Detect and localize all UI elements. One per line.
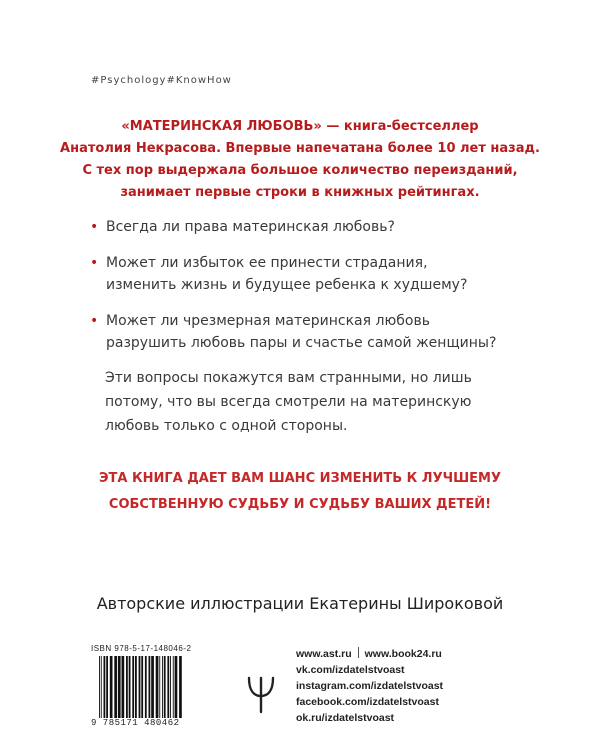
barcode-block (91, 644, 221, 734)
barcode-bar (170, 656, 171, 718)
barcode-bar (99, 656, 100, 718)
cta-line: ЭТА КНИГА ДАЕТ ВАМ ШАНС ИЗМЕНИТЬ К ЛУЧШЕМУ (98, 471, 502, 486)
question-line: Может ли избыток ее принести страдания, (106, 255, 428, 271)
hashtags: #Psychology#KnowHow (91, 75, 232, 86)
question-line: изменить жизнь и будущее ребенка к худшему? (106, 277, 468, 293)
paragraph-line: любовь только с одной стороны. (105, 418, 348, 434)
barcode-bar (156, 656, 159, 718)
site-link-ast[interactable]: www.ast.ru (296, 648, 352, 660)
vk-link[interactable]: vk.com/izdatelstvoast (296, 664, 405, 676)
barcode-bar (175, 656, 178, 718)
intro-line: занимает первые строки в книжных рейтингах. (120, 185, 480, 200)
divider (358, 647, 359, 658)
barcode-bar (118, 656, 121, 718)
instagram-link[interactable]: instagram.com/izdatelstvoast (296, 680, 444, 692)
barcode-bar (159, 656, 160, 718)
barcode-bar (129, 656, 131, 718)
barcode-bar (139, 656, 141, 718)
isbn-text: ISBN 978-5-17-148046-2 (91, 644, 192, 653)
question-item (90, 216, 530, 238)
psi-logo-icon (246, 674, 276, 714)
barcode-bar (141, 656, 143, 718)
paragraph-line: Эти вопросы покажутся вам странными, но лишь (105, 370, 472, 386)
barcode-bar (135, 656, 137, 718)
barcode-bar (162, 656, 163, 718)
barcode-bar (132, 656, 134, 718)
barcode-bar (101, 656, 102, 718)
intro-line: Анатолия Некрасова. Впервые напечатана более 10 лет назад. (60, 141, 540, 156)
illustrations-credit: Авторские иллюстрации Екатерины Широковой (96, 594, 504, 613)
call-to-action (50, 466, 550, 518)
barcode-bar (164, 656, 166, 718)
barcode-bar (126, 656, 128, 718)
barcode-number: 9 785171 480462 (91, 718, 180, 728)
cta-line: СОБСТВЕННУЮ СУДЬБУ И СУДЬБУ ВАШИХ ДЕТЕЙ! (108, 497, 492, 512)
bullet-icon: • (90, 219, 99, 235)
barcode-bar (145, 656, 147, 718)
bullet-icon: • (90, 255, 99, 271)
barcode-bar (104, 656, 106, 718)
barcode-bar (122, 656, 125, 718)
barcode-bar (167, 656, 169, 718)
barcode-bar (173, 656, 174, 718)
bullet-icon: • (90, 313, 99, 329)
barcode-bar (110, 656, 113, 718)
barcode-bar (149, 656, 151, 718)
question-item (90, 252, 530, 296)
website-row (296, 646, 443, 662)
question-line: Всегда ли права материнская любовь? (106, 219, 395, 235)
intro-line: С тех пор выдержала большое количество переизданий, (82, 163, 518, 178)
intro-blurb (60, 116, 540, 204)
paragraph-line: потому, что вы всегда смотрели на материнскую (105, 394, 472, 410)
barcode-icon (97, 656, 215, 720)
facebook-link[interactable]: facebook.com/izdatelstvoast (296, 696, 439, 708)
question-list (90, 216, 530, 368)
barcode-bar (151, 656, 154, 718)
question-item (90, 310, 530, 354)
publisher-links (296, 646, 443, 726)
question-line: Может ли чрезмерная материнская любовь (106, 313, 430, 329)
site-link-book24[interactable]: www.book24.ru (364, 648, 442, 660)
barcode-bar (114, 656, 117, 718)
barcode-bar (179, 656, 182, 718)
body-paragraph (105, 366, 535, 438)
question-line: разрушить любовь пары и счастье самой женщины? (106, 335, 497, 351)
ok-link[interactable]: ok.ru/izdatelstvoast (296, 712, 395, 724)
intro-line: «МАТЕРИНСКАЯ ЛЮБОВЬ» — книга-бестселлер (121, 119, 479, 134)
barcode-bar (106, 656, 108, 718)
